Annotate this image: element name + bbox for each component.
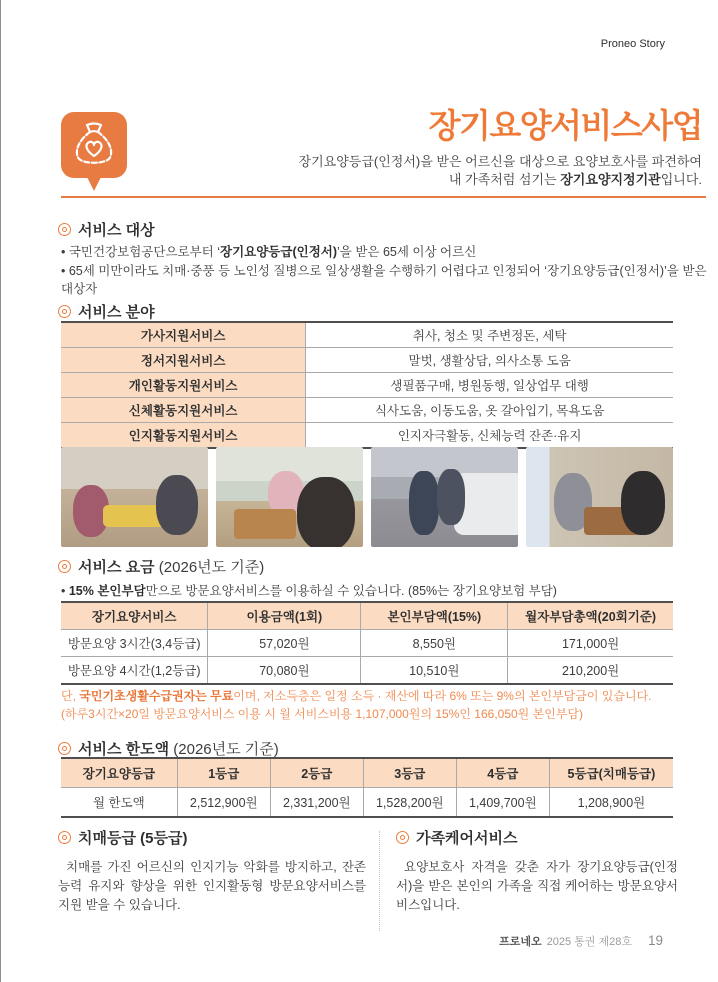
heading-service-fee	[58, 556, 264, 577]
desc-cell: 인지자극활동, 신체능력 잔존·유지	[306, 423, 673, 449]
double-circle-inner	[62, 309, 67, 314]
note-line: (하루3시간×20일 방문요양서비스 이용 시 월 서비스비용 1,107,000원의 15%인 166,050원 본인부담)	[61, 706, 583, 721]
money-bag-heart-icon	[61, 112, 127, 199]
table-row	[61, 373, 673, 398]
cell: 1,528,200원	[363, 788, 456, 818]
header-cell: 이용금액(1회)	[208, 602, 361, 630]
subtitle-line2-suffix: 입니다.	[660, 172, 702, 187]
double-circle-bullet-icon	[396, 831, 409, 844]
table-row	[61, 398, 673, 423]
cell: 2,331,200원	[270, 788, 363, 818]
page-subtitle	[299, 153, 702, 189]
cell: 57,020원	[208, 630, 361, 657]
subtitle-line2-bold: 장기요양지정기관	[560, 172, 661, 187]
photo-detail-table	[234, 509, 296, 539]
double-circle-inner	[62, 835, 67, 840]
page-number: 19	[647, 933, 663, 948]
footer-brand: 프로네오	[499, 936, 542, 948]
category-cell: 인지활동지원서비스	[61, 423, 306, 449]
heading-service-target-label: 서비스 대상	[78, 222, 155, 239]
cell: 1,409,700원	[456, 788, 549, 818]
dementia-grade-body: 치매를 가진 어르신의 인지기능 악화를 방지하고, 잔존능력 유지와 향상을 위한 인지활동형 방문요양서비스를 지원 받을 수 있습니다.	[58, 860, 366, 912]
page-footer	[499, 933, 663, 949]
header-cell: 월자부담총액(20회기준)	[508, 602, 673, 630]
table-row	[61, 423, 673, 449]
heading-service-area-label: 서비스 분야	[78, 304, 155, 321]
note-line: 단, 국민기초생활수급권자는 무료이며, 저소득층은 일정 소득 · 재산에 따라 6% 또는 9%의 본인부담금이 있습니다.	[61, 689, 652, 703]
table-row	[61, 657, 673, 685]
fee-table	[61, 601, 673, 685]
double-circle-inner	[400, 835, 405, 840]
table-header-row	[61, 602, 673, 630]
heading-service-limit	[58, 738, 279, 759]
header-cell: 5등급(치매등급)	[549, 758, 673, 788]
photo-strip	[61, 447, 673, 547]
header-cell: 장기요양서비스	[61, 602, 208, 630]
bullet-item: • 15% 본인부담만으로 방문요양서비스를 이용하실 수 있습니다. (85%는 장기요양보험 부담)	[61, 584, 557, 598]
header-cell: 1등급	[177, 758, 270, 788]
category-cell: 신체활동지원서비스	[61, 398, 306, 423]
photo-meal-support-kitchen	[216, 447, 363, 547]
table-row	[61, 630, 673, 657]
cell: 1,208,900원	[549, 788, 673, 818]
double-circle-bullet-icon	[58, 223, 71, 236]
double-circle-inner	[62, 746, 67, 751]
heading-dementia-grade	[58, 827, 366, 848]
heading-family-care	[396, 827, 678, 848]
service-area-table	[61, 321, 673, 449]
column-divider	[379, 831, 380, 931]
photo-detail-table	[584, 507, 640, 535]
double-circle-bullet-icon	[58, 831, 71, 844]
subtitle-line1: 장기요양등급(인정서)을 받은 어르신을 대상으로 요양보호사를 파견하여	[298, 154, 702, 169]
footer-issue: 2025 통권 제28호	[546, 936, 632, 948]
bullet-item: • 국민건강보험공단으로부터 ‘장기요양등급(인정서)’을 받은 65세 이상 어르신	[61, 245, 477, 259]
desc-cell: 식사도움, 이동도움, 옷 갈아입기, 목욕도움	[306, 398, 673, 423]
desc-cell: 말벗, 생활상담, 의사소통 도움	[306, 348, 673, 373]
desc-cell: 취사, 청소 및 주변정돈, 세탁	[306, 322, 673, 348]
header-cell: 4등급	[456, 758, 549, 788]
table-row	[61, 788, 673, 818]
cell: 171,000원	[508, 630, 673, 657]
page-title: 장기요양서비스사업	[428, 107, 702, 144]
service-target-bullets	[61, 243, 718, 299]
cell: 70,080원	[208, 657, 361, 685]
header-cell: 3등급	[363, 758, 456, 788]
double-circle-bullet-icon	[58, 560, 71, 573]
cell: 방문요양 3시간(3,4등급)	[61, 630, 208, 657]
table-row	[61, 322, 673, 348]
table-header-row	[61, 758, 673, 788]
photo-car-assist	[371, 447, 518, 547]
limit-table	[61, 757, 673, 818]
desc-cell: 생필품구매, 병원동행, 일상업무 대행	[306, 373, 673, 398]
subtitle-line2-prefix: 내 가족처럼 섬기는	[448, 172, 561, 187]
double-circle-inner	[62, 564, 67, 569]
cell: 8,550원	[361, 630, 508, 657]
heading-service-target	[58, 219, 155, 240]
heading-service-limit-label: 서비스 한도액 (2026년도 기준)	[78, 741, 279, 758]
photo-detail-table	[103, 505, 169, 527]
header-cell: 장기요양등급	[61, 758, 177, 788]
bullet-item: • 65세 미만이라도 치매·중풍 등 노인성 질병으로 일상생활을 수행하기 어렵다고 인정되어 ‘장기요양등급(인정서)’을 받은 대상자	[61, 263, 707, 296]
cell: 10,510원	[361, 657, 508, 685]
category-cell: 정서지원서비스	[61, 348, 306, 373]
cell: 2,512,900원	[177, 788, 270, 818]
double-circle-bullet-icon	[58, 305, 71, 318]
photo-home-meal	[526, 447, 673, 547]
heading-family-care-label: 가족케어서비스	[416, 830, 518, 847]
header-cell: 2등급	[270, 758, 363, 788]
service-fee-bullet	[61, 582, 557, 601]
category-cell: 개인활동지원서비스	[61, 373, 306, 398]
header-cell: 본인부담액(15%)	[361, 602, 508, 630]
fee-notes	[61, 688, 652, 723]
cell: 방문요양 4시간(1,2등급)	[61, 657, 208, 685]
photo-detail-car	[454, 473, 518, 535]
page-header-label: Proneo Story	[600, 38, 665, 50]
photo-cognitive-activity	[61, 447, 208, 547]
category-cell: 가사지원서비스	[61, 322, 306, 348]
header-divider-rule	[61, 196, 706, 198]
family-care-body: 요양보호사 자격을 갖춘 자가 장기요양등급(인정서)을 받은 본인의 가족을 직접 케어하는 방문요양서비스입니다.	[396, 860, 678, 912]
heading-service-fee-label: 서비스 요금 (2026년도 기준)	[78, 559, 265, 576]
heading-service-area	[58, 301, 155, 322]
section-dementia-grade	[58, 827, 366, 915]
cell: 월 한도액	[61, 788, 177, 818]
section-family-care	[396, 827, 678, 915]
double-circle-inner	[62, 227, 67, 232]
cell: 210,200원	[508, 657, 673, 685]
heading-dementia-grade-label: 치매등급 (5등급)	[78, 830, 188, 847]
table-row	[61, 348, 673, 373]
double-circle-bullet-icon	[58, 742, 71, 755]
